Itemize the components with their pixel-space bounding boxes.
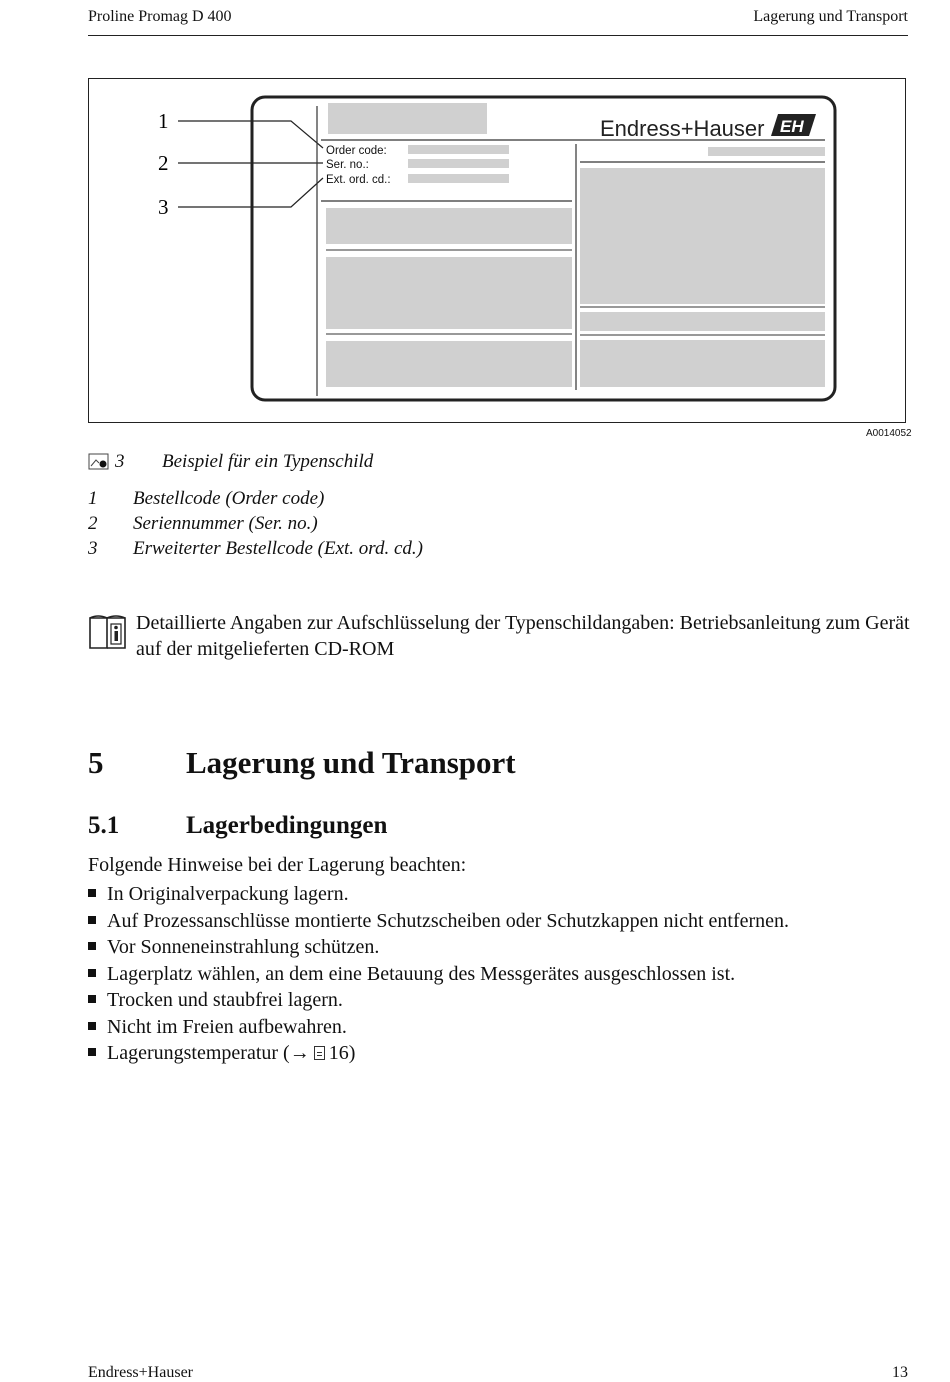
note-text: Detaillierte Angaben zur Aufschlüsselung der Typenschildangaben: Betriebsanleitung zum Gerät auf der mitgelieferten CD-ROM xyxy=(136,612,910,660)
footer-page-number: 13 xyxy=(892,1364,908,1381)
field-ext-ord-cd: Ext. ord. cd.: xyxy=(326,174,391,186)
storage-conditions-list xyxy=(88,881,789,1067)
section-title: Lagerung und Transport xyxy=(186,745,516,780)
list-item: Nicht im Freien aufbewahren. xyxy=(88,1014,789,1041)
legend-text: Bestellcode (Order code) xyxy=(133,488,325,509)
page-reference-icon xyxy=(314,1046,325,1060)
bullet-square-icon xyxy=(88,995,96,1003)
list-item: Auf Prozessanschlüsse montierte Schutzscheiben oder Schutzkappen nicht entfernen. xyxy=(88,908,789,935)
section-number: 5 xyxy=(88,745,104,780)
list-item: Trocken und staubfrei lagern. xyxy=(88,987,789,1014)
list-item: In Originalverpackung lagern. xyxy=(88,881,789,908)
legend-number: 1 xyxy=(88,488,98,509)
brand-name: Endress+Hauser xyxy=(600,116,765,141)
figure-caption-title: Beispiel für ein Typenschild xyxy=(162,451,374,472)
subsection-number: 5.1 xyxy=(88,812,120,839)
bullet-square-icon xyxy=(88,916,96,924)
bullet-square-icon xyxy=(88,942,96,950)
nameplate-illustration xyxy=(88,78,906,423)
field-order-code: Order code: xyxy=(326,145,387,157)
callout-2: 2 xyxy=(158,151,169,175)
list-item: Lagerplatz wählen, an dem eine Betauung des Messgerätes ausgeschlossen ist. xyxy=(88,961,789,988)
figure-caption-number: 3 xyxy=(115,451,125,472)
list-item: Lagerungstemperatur (→ 16) xyxy=(88,1040,789,1067)
bullet-square-icon xyxy=(88,1022,96,1030)
legend-number: 2 xyxy=(88,513,98,534)
brand-logo-icon xyxy=(771,114,816,136)
header-doc-title: Proline Promag D 400 xyxy=(88,8,232,25)
legend-number: 3 xyxy=(88,538,98,559)
footer-company: Endress+Hauser xyxy=(88,1364,193,1381)
callout-1: 1 xyxy=(158,109,169,133)
figure-caption-icon xyxy=(88,453,110,471)
callout-3: 3 xyxy=(158,195,169,219)
list-item: Vor Sonneneinstrahlung schützen. xyxy=(88,934,789,961)
legend-text: Seriennummer (Ser. no.) xyxy=(133,513,318,534)
subsection-title: Lagerbedingungen xyxy=(186,812,388,839)
bullet-square-icon xyxy=(88,1048,96,1056)
header-chapter-title: Lagerung und Transport xyxy=(753,8,908,25)
arrow-icon: → xyxy=(289,1042,310,1064)
logo-text: EH xyxy=(780,117,804,136)
bullet-square-icon xyxy=(88,969,96,977)
header-rule xyxy=(88,35,908,36)
page-reference-link[interactable]: 16 xyxy=(328,1042,349,1064)
manual-info-icon xyxy=(88,612,128,650)
legend-text: Erweiterter Bestellcode (Ext. ord. cd.) xyxy=(133,538,424,559)
figure-id: A0014052 xyxy=(866,428,912,439)
storage-intro: Folgende Hinweise bei der Lagerung beachten: xyxy=(88,854,467,876)
bullet-square-icon xyxy=(88,889,96,897)
field-ser-no: Ser. no.: xyxy=(326,159,369,171)
